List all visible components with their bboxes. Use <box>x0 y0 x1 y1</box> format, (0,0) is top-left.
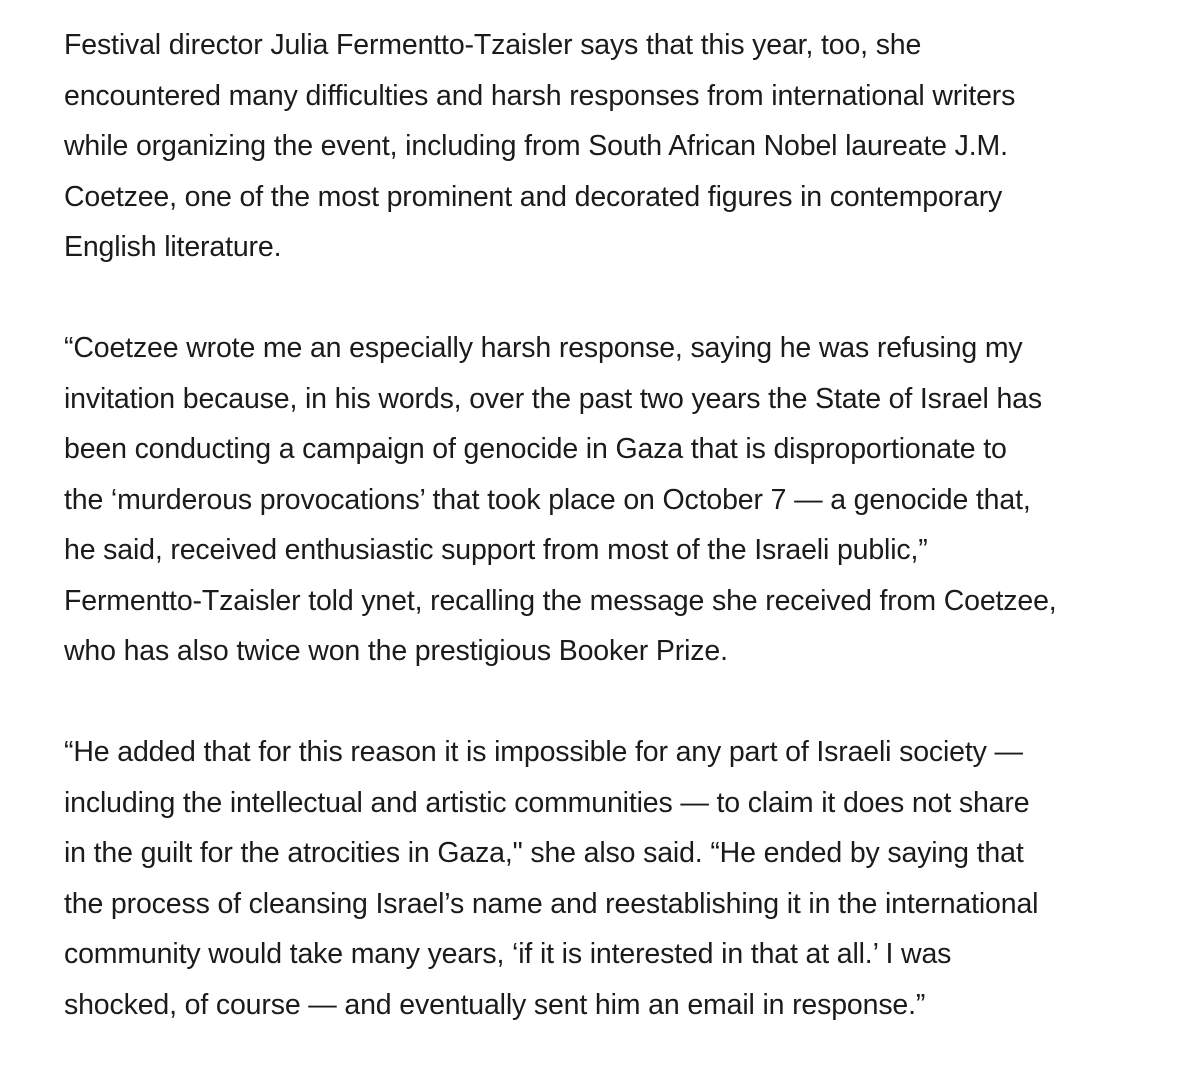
paragraph-1 <box>64 20 1164 273</box>
text-line: encountered many difficulties and harsh responses from international writers <box>64 79 1016 112</box>
text-line: “He added that for this reason it is impossible for any part of Israeli society — <box>64 736 1023 768</box>
text-line: including the intellectual and artistic communities — to claim it does not share <box>64 786 1030 819</box>
text-line: he said, received enthusiastic support from most of the Israeli public,” <box>64 534 928 566</box>
text-line: community would take many years, ‘if it is interested in that at all.’ I was <box>64 938 952 970</box>
text-line: “Coetzee wrote me an especially harsh response, saying he was refusing my <box>64 332 1023 364</box>
text-line: while organizing the event, including from South African Nobel laureate J.M. <box>64 130 1008 162</box>
text-line: been conducting a campaign of genocide in Gaza that is disproportionate to <box>64 433 1007 465</box>
text-line: shocked, of course — and eventually sent him an email in response.” <box>64 988 926 1021</box>
text-line: in the guilt for the atrocities in Gaza," she also said. “He ended by saying that <box>64 837 1024 869</box>
text-line: the process of cleansing Israel’s name and reestablishing it in the international <box>64 887 1039 920</box>
text-line: Festival director Julia Fermentto-Tzaisler says that this year, too, she <box>64 29 922 61</box>
text-line: invitation because, in his words, over the past two years the State of Israel has <box>64 382 1042 415</box>
text-line: Fermentto-Tzaisler told ynet, recalling the message she received from Coetzee, <box>64 584 1057 617</box>
paragraph-3 <box>64 727 1164 1030</box>
text-line: who has also twice won the prestigious Booker Prize. <box>64 635 728 667</box>
paragraph-2 <box>64 323 1164 677</box>
article-body <box>64 20 1164 1030</box>
text-line: English literature. <box>64 231 282 263</box>
text-line: Coetzee, one of the most prominent and decorated figures in contemporary <box>64 180 1003 213</box>
text-line: the ‘murderous provocations’ that took place on October 7 — a genocide that, <box>64 483 1031 516</box>
